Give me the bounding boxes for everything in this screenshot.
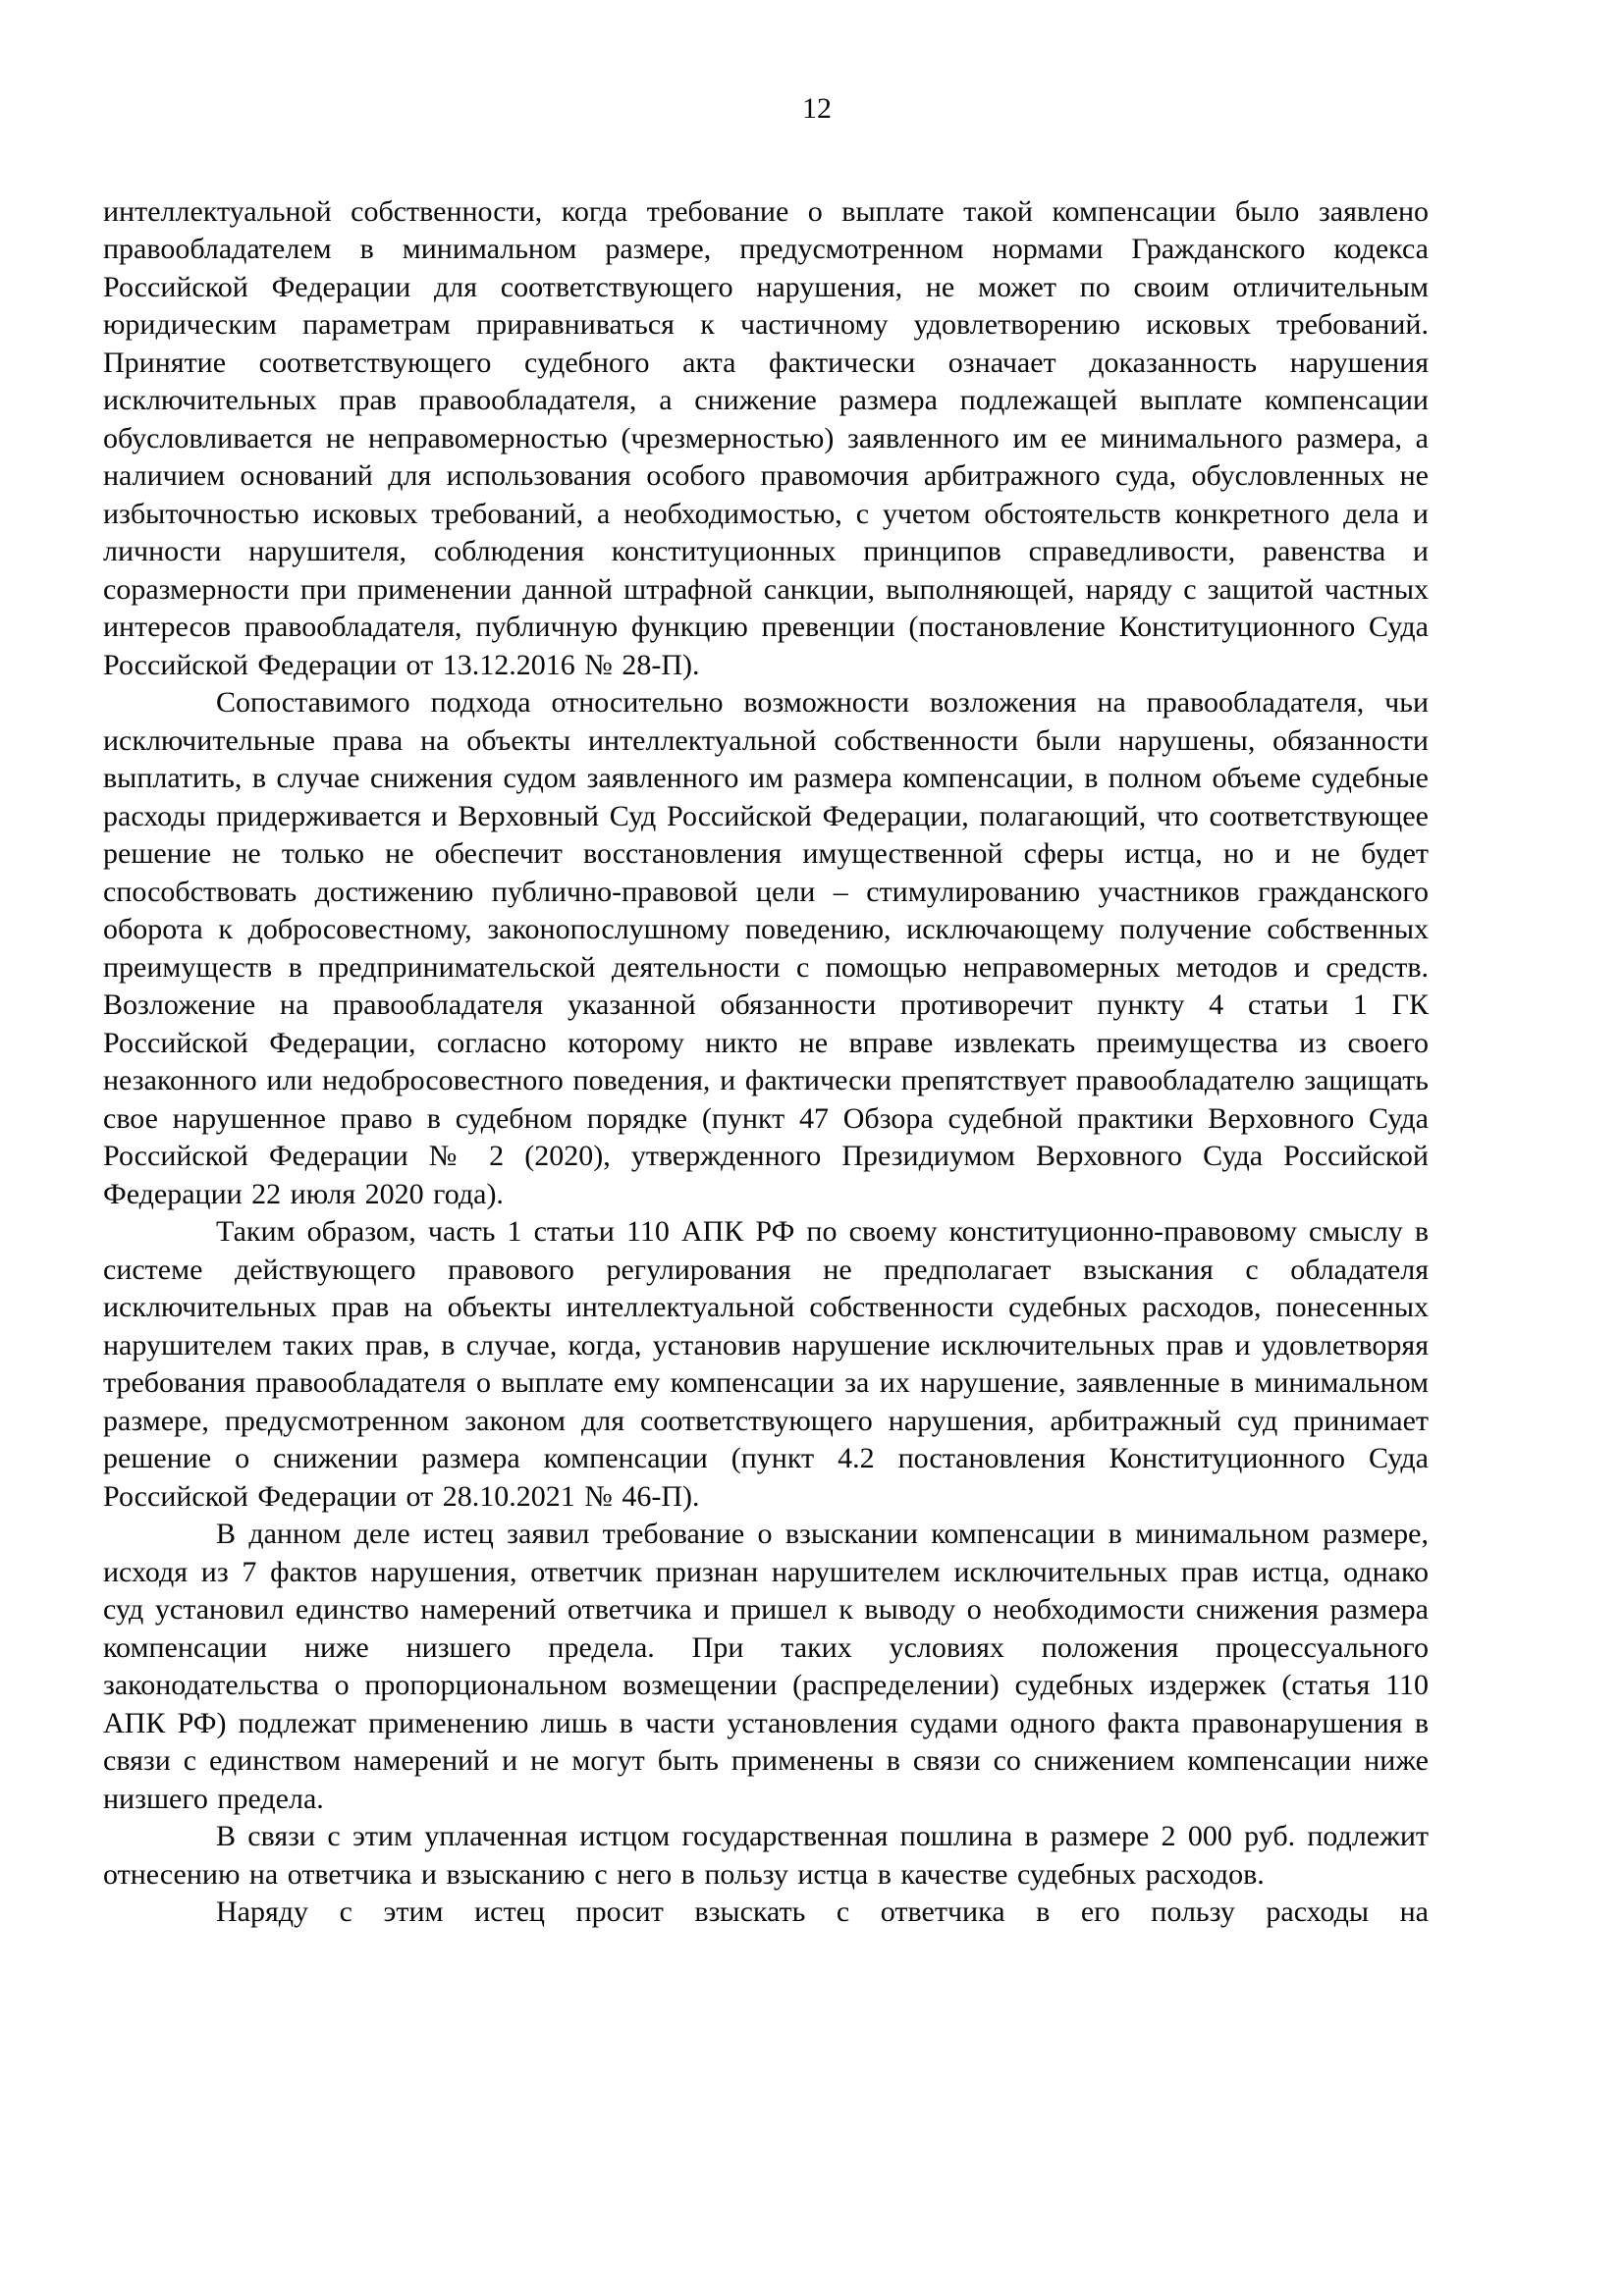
paragraph: Сопоставимого подхода относительно возможности возложения на правообладателя, чьи исключительные права на объекты интеллектуальной собственности были нарушены, обязанности выплатить, в случае снижения судом заявленного им размера компенсации, в полном объеме судебные расходы придерживается и Верховный Суд Российской Федерации, полагающий, что соответствующее решение не только не обеспечит восстановления имущественной сферы истца, но и не будет способствовать достижению публично-правовой цели – стимулированию участников гражданского оборота к добросовестному, законопослушному поведению, исключающему получение собственных преимуществ в предпринимательской деятельности с помощью неправомерных методов и средств. Возложение на правообладателя указанной обязанности противоречит пункту 4 статьи 1 ГК Российской Федерации, согласно которому никто не вправе извлекать преимущества из своего незаконного или недобросовестного поведения, и фактически препятствует правообладателю защищать свое нарушенное право в судебном порядке (пункт 47 Обзора судебной практики Верховного Суда Российской Федерации № 2 (2020), утвержденного Президиумом Верховного Суда Российской Федерации 22 июля 2020 года). xyxy=(103,686,1429,1210)
paragraph: Таким образом, часть 1 статьи 110 АПК РФ по своему конституционно-правовому смыслу в системе действующего правового регулирования не предполагает взыскания с обладателя исключительных прав на объекты интеллектуальной собственности судебных расходов, понесенных нарушителем таких прав, в случае, когда, установив нарушение исключительных прав и удовлетворяя требования правообладателя о выплате ему компенсации за их нарушение, заявленные в минимальном размере, предусмотренном законом для соответствующего нарушения, арбитражный суд принимает решение о снижении размера компенсации (пункт 4.2 постановления Конституционного Суда Российской Федерации от 28.10.2021 № 46-П). xyxy=(103,1215,1429,1513)
paragraph: В данном деле истец заявил требование о взыскании компенсации в минимальном размере, исходя из 7 фактов нарушения, ответчик признан нарушителем исключительных прав истца, однако суд установил единство намерений ответчика и пришел к выводу о необходимости снижения размера компенсации ниже низшего предела. При таких условиях положения процессуального законодательства о пропорциональном возмещении (распределении) судебных издержек (статья 110 АПК РФ) подлежат применению лишь в части установления судами одного факта правонарушения в связи с единством намерений и не могут быть применены в связи со снижением компенсации ниже низшего предела. xyxy=(103,1518,1429,1815)
paragraph: В связи с этим уплаченная истцом государственная пошлина в размере 2 000 руб. подлежит отнесению на ответчика и взысканию с него в пользу истца в качестве судебных расходов. xyxy=(103,1820,1429,1891)
document-body xyxy=(103,193,1429,1932)
page-number: 12 xyxy=(802,92,832,125)
paragraph-continuation: интеллектуальной собственности, когда требование о выплате такой компенсации было заявлено правообладателем в минимальном размере, предусмотренном нормами Гражданского кодекса Российской Федерации для соответствующего нарушения, не может по своим отличительным юридическим параметрам приравниваться к частичному удовлетворению исковых требований. Принятие соответствующего судебного акта фактически означает доказанность нарушения исключительных прав правообладателя, а снижение размера подлежащей выплате компенсации обусловливается не неправомерностью (чрезмерностью) заявленного им ее минимального размера, а наличием оснований для использования особого правомочия арбитражного суда, обусловленных не избыточностью исковых требований, а необходимостью, с учетом обстоятельств конкретного дела и личности нарушителя, соблюдения конституционных принципов справедливости, равенства и соразмерности при применении данной штрафной санкции, выполняющей, наряду с защитой частных интересов правообладателя, публичную функцию превенции (постановление Конституционного Суда Российской Федерации от 13.12.2016 № 28-П). xyxy=(103,194,1429,681)
paragraph-incomplete: Наряду с этим истец просит взыскать с ответчика в его пользу расходы на xyxy=(216,1896,1429,1928)
